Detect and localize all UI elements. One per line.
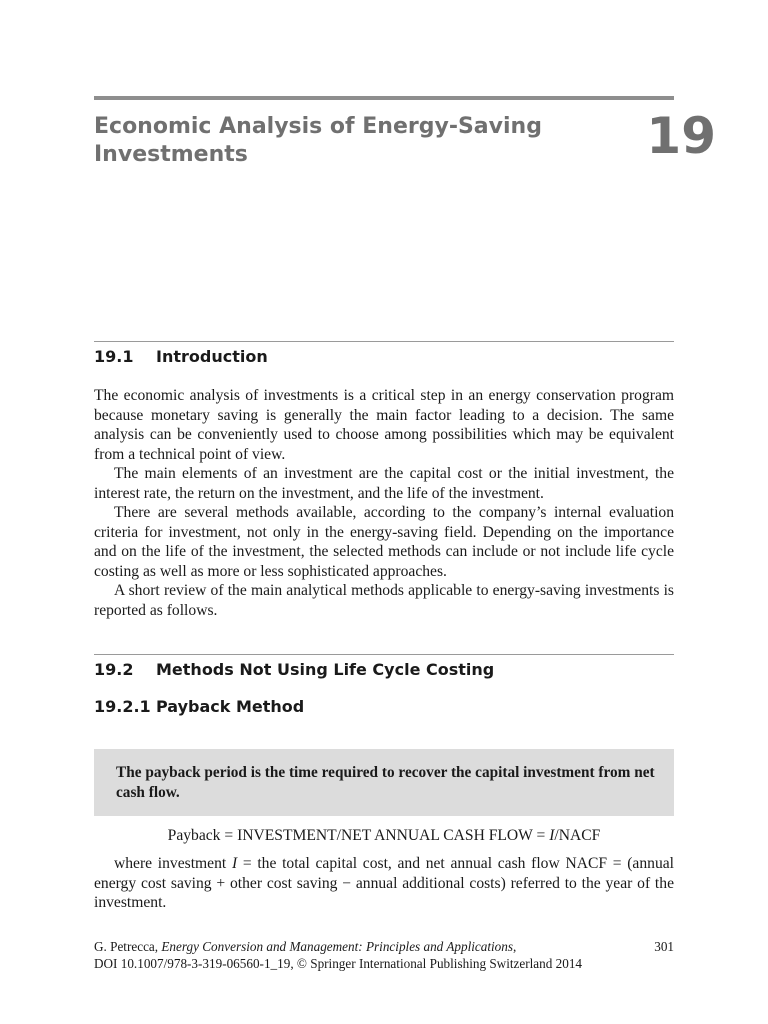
paragraph-4: A short review of the main analytical methods applicable to energy-saving investments is reported as follows.	[94, 582, 674, 619]
explanation-symbol-i: I	[231, 855, 238, 872]
footer-author: G. Petrecca,	[94, 939, 162, 954]
formula-symbol-i: I	[549, 827, 555, 844]
page-footer	[94, 938, 674, 972]
footer-comma: ,	[513, 939, 517, 954]
section-19-1-rule	[94, 341, 674, 342]
formula-explanation	[94, 854, 674, 913]
payback-formula: Payback = INVESTMENT/NET ANNUAL CASH FLOW = I/NACF	[167, 827, 601, 844]
footer-book-title: Energy Conversion and Management: Principles and Applications	[161, 939, 513, 954]
chapter-title-line2: Investments	[94, 142, 248, 167]
subsection-19-2-1-title: Payback Method	[156, 697, 305, 716]
section-19-1-heading	[94, 347, 268, 366]
subsection-19-2-1-heading	[94, 697, 304, 716]
explanation-part1: where investment	[114, 855, 232, 872]
explanation-paragraph	[94, 854, 674, 913]
section-19-2-rule	[94, 654, 674, 655]
paragraph-1: The economic analysis of investments is a critical step in an energy conservation program because monetary saving is generally the main factor leading to a decision. The same analysis can be conveniently used to choose among possibilities which may be equivalent from a technical point of view.	[94, 387, 674, 463]
paragraph-2: The main elements of an investment are the capital cost or the initial investment, the interest rate, the return on the investment, and the life of the investment.	[94, 465, 674, 502]
section-19-1-number: 19.1	[94, 347, 134, 366]
paragraph-3: There are several methods available, according to the company’s internal evaluation criteria for investment, not only in the energy-saving field. Depending on the importance and on the life of the investment, the selected methods can include or not include life cycle costing as well as more or less sophisticated approaches.	[94, 504, 674, 580]
formula-lhs: Payback	[167, 827, 221, 844]
definition-box	[94, 749, 674, 816]
section-19-2-number: 19.2	[94, 660, 134, 679]
explanation-part2: = the total capital cost, and net annual cash flow NACF = (annual energy cost saving + other cost saving − annual additional costs) referred to the year of the investment.	[94, 855, 674, 911]
section-19-2-heading	[94, 660, 494, 679]
subsection-19-2-1-number: 19.2.1	[94, 697, 151, 716]
formula-rhs-suffix: /NACF	[554, 827, 601, 844]
footer-citation	[94, 938, 674, 955]
footer-doi: DOI 10.1007/978-3-319-06560-1_19, © Springer International Publishing Switzerland 2014	[94, 956, 583, 971]
chapter-title	[94, 113, 574, 169]
definition-text: The payback period is the time required to recover the capital investment from net cash flow.	[116, 764, 655, 801]
section-19-1-body	[94, 386, 674, 620]
section-19-1-title: Introduction	[156, 347, 268, 366]
section-19-2-title: Methods Not Using Life Cycle Costing	[156, 660, 495, 679]
chapter-top-rule	[94, 96, 674, 100]
chapter-title-line1: Economic Analysis of Energy-Saving	[94, 114, 542, 139]
page-number: 301	[654, 939, 674, 954]
chapter-number: 19	[646, 107, 716, 165]
formula-rhs-prefix: INVESTMENT/NET ANNUAL CASH FLOW	[237, 827, 533, 844]
